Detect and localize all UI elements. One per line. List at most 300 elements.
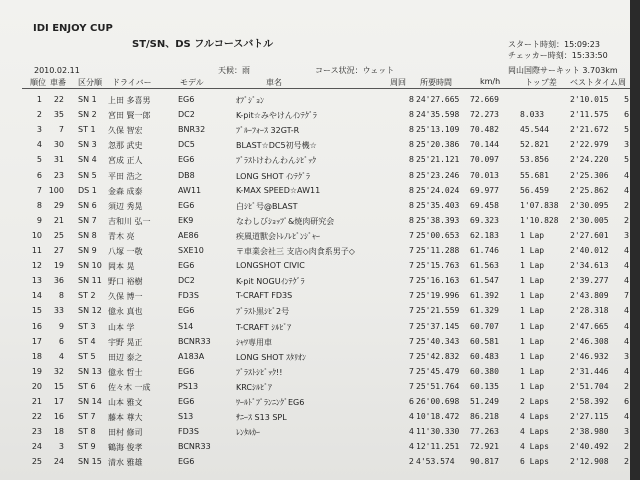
cell-cls: SN 5 (78, 170, 97, 180)
cell-gap: 1 Lap (520, 351, 545, 361)
cell-model: FD3S (178, 427, 199, 437)
cell-cls: ST 2 (78, 291, 96, 301)
cell-kmh: 70.482 (470, 125, 499, 135)
cell-cls: SN 1 (78, 95, 97, 104)
cell-gap: 45.544 (520, 125, 549, 135)
cell-model: EK9 (178, 215, 194, 225)
cell-pos: 8 (36, 200, 42, 210)
cell-bl: 4 (624, 246, 630, 255)
cell-gap: 1 Lap (520, 336, 545, 346)
cell-model: A183A (178, 351, 205, 361)
cell-pos: 2 (36, 110, 42, 120)
cell-model: EG6 (178, 95, 195, 104)
cell-car: BLAST☆DC5初号機☆ (236, 141, 317, 151)
cell-car: K-pit☆みやけんｲﾝﾃｸﾞﾗ (236, 111, 317, 121)
cell-model: EG6 (178, 306, 195, 316)
cell-time: 25'38.393 (416, 215, 460, 225)
cell-car: ﾌﾞﾗｽﾄけわんわんｼﾋﾞｯｸ (236, 156, 316, 166)
cell-best: 2'27.115 (570, 412, 609, 422)
cell-kmh: 62.183 (470, 230, 499, 240)
cell-driver: 八塚 一敬 (108, 247, 143, 256)
page-edge (630, 0, 640, 480)
cell-laps: 6 (408, 397, 414, 406)
cell-best: 2'38.980 (570, 427, 609, 437)
cell-cls: SN 6 (78, 200, 97, 210)
cell-car: ﾌﾞﾙｰﾌｫｰｽ 32GT-R (236, 126, 300, 136)
cell-bl: 7 (624, 291, 630, 301)
class-title: ST/SN、DS フルコースバトル (132, 39, 274, 50)
cell-driver: 青木 亮 (108, 231, 135, 241)
cell-car: ｵﾌﾞｼﾞｮﾝ (236, 96, 264, 105)
cell-bl: 3 (624, 351, 630, 361)
cell-gap: 4 Laps (520, 412, 549, 422)
cell-cls: ST 1 (78, 125, 96, 135)
cell-driver: 億永 真也 (108, 307, 143, 317)
cell-bl: 2 (624, 215, 630, 225)
cell-car: KRCｼﾙﾋﾞｱ (236, 382, 272, 392)
cell-laps: 8 (408, 170, 414, 180)
cell-gap: 8.033 (520, 110, 545, 120)
cell-gap: 1'07.838 (520, 200, 559, 210)
cell-no: 7 (58, 125, 64, 135)
cell-model: EG6 (178, 457, 195, 467)
cell-cls: SN 11 (78, 276, 102, 286)
cell-driver: 金森 成泰 (108, 186, 143, 196)
cell-cls: SN 12 (78, 306, 102, 316)
cell-driver: 田辺 泰之 (108, 352, 143, 362)
cell-laps: 4 (408, 442, 414, 452)
cell-pos: 20 (31, 381, 42, 391)
cell-bl: 5 (624, 155, 630, 165)
circuit: 岡山国際サーキット 3.703km (508, 66, 618, 75)
cell-gap: 55.681 (520, 170, 549, 180)
cell-driver: 久保 博一 (108, 292, 143, 302)
cell-model: EG6 (178, 397, 195, 406)
cell-car: ﾚﾝﾀﾙｶｰ (236, 428, 260, 438)
cell-kmh: 70.144 (470, 140, 499, 150)
cell-model: DC5 (178, 140, 195, 150)
cell-pos: 22 (31, 412, 42, 422)
cell-model: DB8 (178, 170, 195, 180)
cell-laps: 4 (408, 412, 414, 422)
cell-gap: 1 Lap (520, 246, 545, 255)
cell-pos: 1 (36, 95, 42, 104)
cell-gap: 56.459 (520, 185, 549, 195)
cell-gap: 1 Lap (520, 276, 545, 286)
cell-cls: SN 15 (78, 457, 102, 467)
cell-best: 2'46.932 (570, 351, 609, 361)
cell-model: EG6 (178, 155, 195, 165)
cell-pos: 24 (31, 442, 42, 452)
header-laps: 周回 (390, 78, 406, 87)
cell-kmh: 72.669 (470, 95, 499, 104)
cell-best: 2'10.015 (570, 95, 609, 104)
cell-gap: 1 Lap (520, 306, 545, 316)
cell-driver: 岡本 晃 (108, 262, 135, 272)
cell-no: 17 (53, 397, 64, 406)
cell-model: S14 (178, 321, 194, 331)
cell-best: 2'58.392 (570, 397, 609, 406)
cell-car: 〒車業会社三 支店◇肉食系男子◇ (236, 247, 355, 256)
cell-best: 2'30.095 (570, 200, 609, 210)
cell-no: 100 (48, 185, 64, 195)
cell-time: 11'30.330 (416, 427, 460, 437)
cell-kmh: 60.135 (470, 381, 499, 391)
cell-best: 2'28.318 (570, 306, 609, 316)
cell-cls: SN 8 (78, 230, 97, 240)
cell-cls: SN 13 (78, 366, 102, 376)
cell-time: 25'15.763 (416, 261, 460, 271)
cell-laps: 8 (408, 185, 414, 195)
cell-pos: 3 (36, 125, 42, 135)
cell-gap: 6 Laps (520, 457, 549, 467)
cell-best: 2'22.979 (570, 140, 609, 150)
cell-pos: 10 (31, 230, 42, 240)
cell-time: 25'40.343 (416, 336, 460, 346)
cell-gap: 2 Laps (520, 397, 549, 406)
header-car-no: 車番 (50, 78, 66, 87)
cell-bl: 3 (624, 427, 630, 437)
cell-car: ﾌﾞﾗｽﾄｼﾋﾞｯｸ!! (236, 367, 283, 377)
cell-driver: 億永 哲士 (108, 367, 143, 377)
cell-bl: 5 (624, 95, 630, 104)
cell-laps: 8 (408, 95, 414, 104)
race-date: 2010.02.11 (34, 66, 80, 75)
cell-driver: 上田 多喜男 (108, 96, 151, 105)
cell-kmh: 72.273 (470, 110, 499, 120)
cell-gap: 1 Lap (520, 381, 545, 391)
cell-gap: 53.856 (520, 155, 549, 165)
cell-bl: 2 (624, 381, 630, 391)
cell-best: 2'27.601 (570, 230, 609, 240)
cell-car: 白ｼﾋﾞ号@BLAST (236, 201, 298, 211)
cell-no: 3 (58, 442, 64, 452)
cell-car: K-pit NOGUｲﾝﾃｸﾞﾗ (236, 277, 305, 287)
cell-pos: 16 (31, 321, 42, 331)
cell-time: 10'18.472 (416, 412, 460, 422)
cell-cls: SN 10 (78, 261, 102, 271)
cell-car: ﾌﾞﾗｽﾄ黒ｼﾋﾞ2号 (236, 307, 290, 317)
cell-gap: 1 Lap (520, 291, 545, 301)
table-row (0, 454, 640, 471)
cell-driver: 須辺 秀晃 (108, 201, 143, 211)
cell-model: EG6 (178, 261, 195, 271)
cell-car: T-CRAFT FD3S (236, 291, 293, 301)
cell-kmh: 60.707 (470, 321, 499, 331)
cell-kmh: 72.921 (470, 442, 499, 452)
cell-driver: 山本 雅文 (108, 398, 143, 407)
checker-time: チェッカー時刻：15:33:50 (508, 51, 608, 60)
cell-best: 2'21.672 (570, 125, 609, 135)
cell-kmh: 69.977 (470, 185, 499, 195)
cell-driver: 平田 浩之 (108, 171, 143, 181)
cell-driver: 藤本 尊大 (108, 413, 143, 423)
cell-bl: 4 (624, 366, 630, 376)
cell-pos: 17 (31, 336, 42, 346)
cell-laps: 7 (408, 230, 414, 240)
cell-no: 25 (53, 230, 64, 240)
cell-laps: 7 (408, 291, 414, 301)
header-class-pos: 区分順 (78, 78, 102, 87)
cell-bl: 2 (624, 442, 630, 452)
cell-driver: 佐々木 一成 (108, 382, 151, 392)
cell-car: なわしびｼｮｯﾌﾟ&焼肉研究会 (236, 216, 335, 226)
cell-driver: 宮成 正人 (108, 156, 143, 166)
cell-pos: 15 (31, 306, 42, 316)
cell-model: AE86 (178, 230, 199, 240)
cell-no: 19 (53, 261, 64, 271)
cell-kmh: 61.547 (470, 276, 499, 286)
cell-driver: 久保 智宏 (108, 126, 143, 136)
cell-no: 23 (53, 170, 64, 180)
cell-laps: 7 (408, 351, 414, 361)
cell-driver: 忽那 武史 (108, 141, 143, 151)
cell-car: ﾜｰﾙﾄﾞﾌﾟﾗﾝﾆﾝｸﾞEG6 (236, 398, 305, 407)
cell-best: 2'40.012 (570, 246, 609, 255)
cell-pos: 19 (31, 366, 42, 376)
cell-pos: 11 (31, 246, 42, 255)
cell-time: 25'35.403 (416, 200, 460, 210)
cell-bl: 6 (624, 110, 630, 120)
cell-kmh: 61.563 (470, 261, 499, 271)
cell-driver: 田村 修司 (108, 428, 143, 438)
cell-bl: 4 (624, 306, 630, 316)
start-time: スタート時刻：15:09:23 (508, 40, 600, 49)
cell-model: SXE10 (178, 246, 204, 255)
cell-cls: SN 9 (78, 246, 97, 255)
cell-no: 31 (53, 155, 64, 165)
cell-model: DC2 (178, 110, 195, 120)
cell-cls: SN 7 (78, 215, 97, 225)
cell-gap: 1 Lap (520, 321, 545, 331)
cell-pos: 9 (36, 215, 42, 225)
cell-gap: 1 Lap (520, 366, 545, 376)
cell-model: BCNR33 (178, 336, 211, 346)
cell-best: 2'46.308 (570, 336, 609, 346)
cell-cls: ST 5 (78, 351, 96, 361)
cell-laps: 7 (408, 336, 414, 346)
cell-cls: SN 4 (78, 155, 97, 165)
cell-no: 35 (53, 110, 64, 120)
cell-laps: 7 (408, 276, 414, 286)
cell-model: FD3S (178, 291, 199, 301)
cell-car: ｻﾆｰｽ S13 SPL (236, 413, 287, 423)
cell-laps: 7 (408, 321, 414, 331)
cell-laps: 8 (408, 155, 414, 165)
header-car-name: 車名 (266, 78, 282, 87)
cell-bl: 4 (624, 170, 630, 180)
cell-car: LONG SHOT ｲﾝﾃｸﾞﾗ (236, 171, 311, 181)
cell-driver: 野口 裕樹 (108, 277, 143, 287)
cell-driver: 吉和川 弘一 (108, 216, 151, 226)
cell-laps: 4 (408, 427, 414, 437)
cell-model: BNR32 (178, 125, 206, 135)
cell-time: 25'13.109 (416, 125, 460, 135)
header-total-time: 所要時間 (420, 78, 452, 87)
cell-cls: SN 2 (78, 110, 97, 120)
cell-kmh: 70.013 (470, 170, 499, 180)
header-kmh: km/h (480, 77, 501, 86)
cell-best: 2'51.704 (570, 381, 609, 391)
cell-gap: 1 Lap (520, 261, 545, 271)
cell-pos: 12 (31, 261, 42, 271)
cell-cls: ST 6 (78, 381, 96, 391)
cell-laps: 8 (408, 200, 414, 210)
cell-time: 4'53.574 (416, 457, 455, 467)
cell-time: 25'20.386 (416, 140, 460, 150)
cell-no: 32 (53, 366, 64, 376)
cell-no: 21 (53, 215, 64, 225)
cell-kmh: 61.746 (470, 246, 499, 255)
cell-time: 25'16.163 (416, 276, 460, 286)
cell-laps: 8 (408, 215, 414, 225)
cell-model: EG6 (178, 366, 195, 376)
cell-bl: 4 (624, 336, 630, 346)
cell-pos: 7 (36, 185, 42, 195)
cell-gap: 4 Laps (520, 427, 549, 437)
cell-time: 25'51.764 (416, 381, 460, 391)
cell-laps: 8 (408, 140, 414, 150)
cell-bl: 6 (624, 397, 630, 406)
cell-kmh: 61.329 (470, 306, 499, 316)
header-gap: トップ差 (525, 78, 557, 87)
cell-kmh: 60.380 (470, 366, 499, 376)
cell-time: 25'42.832 (416, 351, 460, 361)
cell-no: 27 (53, 246, 64, 255)
cell-pos: 21 (31, 397, 42, 406)
cell-time: 25'24.024 (416, 185, 460, 195)
cell-laps: 8 (408, 125, 414, 135)
cell-gap: 1'10.828 (520, 215, 559, 225)
cell-time: 26'00.698 (416, 397, 460, 406)
cell-kmh: 77.263 (470, 427, 499, 437)
cell-cls: ST 4 (78, 336, 96, 346)
cell-model: S13 (178, 412, 194, 422)
cell-model: PS13 (178, 381, 199, 391)
cell-best: 2'12.908 (570, 457, 609, 467)
cell-model: BCNR33 (178, 442, 211, 452)
cell-laps: 8 (408, 110, 414, 120)
cell-kmh: 90.817 (470, 457, 499, 467)
cell-time: 12'11.251 (416, 442, 460, 452)
cell-driver: 宮田 賢一郎 (108, 111, 151, 121)
cell-cls: ST 9 (78, 442, 96, 452)
header-model: モデル (180, 78, 204, 87)
cell-time: 25'21.121 (416, 155, 460, 165)
header-pos: 順位 (30, 78, 46, 87)
cell-laps: 7 (408, 306, 414, 316)
cell-no: 9 (58, 321, 64, 331)
cell-cls: ST 8 (78, 427, 96, 437)
cell-no: 30 (53, 140, 64, 150)
cell-kmh: 69.323 (470, 215, 499, 225)
cell-time: 24'35.598 (416, 110, 460, 120)
cell-best: 2'25.862 (570, 185, 609, 195)
cell-bl: 4 (624, 276, 630, 286)
cell-kmh: 70.097 (470, 155, 499, 165)
cell-best: 2'39.277 (570, 276, 609, 286)
cell-time: 25'23.246 (416, 170, 460, 180)
cell-no: 15 (53, 381, 64, 391)
cell-best: 2'24.220 (570, 155, 609, 165)
cell-time: 24'27.665 (416, 95, 460, 104)
cell-laps: 2 (408, 457, 414, 467)
cell-pos: 5 (36, 155, 42, 165)
cell-laps: 7 (408, 261, 414, 271)
cell-no: 6 (58, 336, 64, 346)
cell-pos: 25 (31, 457, 42, 467)
cell-best: 2'25.306 (570, 170, 609, 180)
cell-best: 2'43.809 (570, 291, 609, 301)
cell-pos: 13 (31, 276, 42, 286)
cell-bl: 2 (624, 200, 630, 210)
cell-no: 33 (53, 306, 64, 316)
cell-laps: 7 (408, 381, 414, 391)
course-condition: コース状況：ウェット (315, 66, 395, 75)
cell-car: K-MAX SPEED☆AW11 (236, 185, 321, 195)
cell-best: 2'40.492 (570, 442, 609, 452)
header-best-lap: ベストタイム (570, 78, 618, 87)
cell-bl: 2 (624, 457, 630, 467)
cell-gap: 1 Lap (520, 230, 545, 240)
cell-gap: 4 Laps (520, 442, 549, 452)
weather: 天候：雨 (218, 66, 250, 75)
cell-bl: 4 (624, 321, 630, 331)
header-divider (22, 88, 632, 89)
cell-model: DC2 (178, 276, 195, 286)
cell-cls: DS 1 (78, 185, 97, 195)
cell-time: 25'00.653 (416, 230, 460, 240)
cell-no: 29 (53, 200, 64, 210)
cell-bl: 3 (624, 230, 630, 240)
cell-bl: 5 (624, 125, 630, 135)
cell-cls: SN 14 (78, 397, 102, 406)
event-name: IDI ENJOY CUP (33, 23, 113, 34)
cell-no: 36 (53, 276, 64, 286)
cell-best: 2'11.575 (570, 110, 609, 120)
cell-car: LONGSHOT CIVIC (236, 261, 305, 271)
cell-no: 4 (58, 351, 64, 361)
cell-driver: 宇野 晃正 (108, 337, 143, 347)
cell-car: T-CRAFT ｼﾙﾋﾞｱ (236, 322, 292, 332)
cell-kmh: 51.249 (470, 397, 499, 406)
cell-best: 2'47.665 (570, 321, 609, 331)
cell-no: 8 (58, 291, 64, 301)
cell-laps: 7 (408, 246, 414, 255)
cell-bl: 4 (624, 185, 630, 195)
cell-cls: SN 3 (78, 140, 97, 150)
cell-pos: 14 (31, 291, 42, 301)
cell-car: LONG SHOT ｽﾀﾘｵﾝ (236, 352, 307, 362)
cell-cls: ST 7 (78, 412, 96, 422)
header-driver: ドライバー (112, 78, 152, 87)
cell-car: 疾風道獸会ﾄﾚﾉﾚﾋﾞﾝｼﾞｬｰ (236, 231, 320, 241)
cell-gap: 52.821 (520, 140, 549, 150)
cell-kmh: 86.218 (470, 412, 499, 422)
cell-pos: 18 (31, 351, 42, 361)
cell-bl: 3 (624, 140, 630, 150)
cell-kmh: 61.392 (470, 291, 499, 301)
cell-model: AW11 (178, 185, 202, 195)
cell-car: ｼｬﾜ専用車 (236, 337, 272, 347)
cell-kmh: 69.458 (470, 200, 499, 210)
cell-no: 24 (53, 457, 64, 467)
header-best-lap-no: 周 (618, 78, 626, 87)
cell-best: 2'31.446 (570, 366, 609, 376)
cell-kmh: 60.581 (470, 336, 499, 346)
cell-no: 18 (53, 427, 64, 437)
cell-driver: 山本 学 (108, 322, 135, 332)
